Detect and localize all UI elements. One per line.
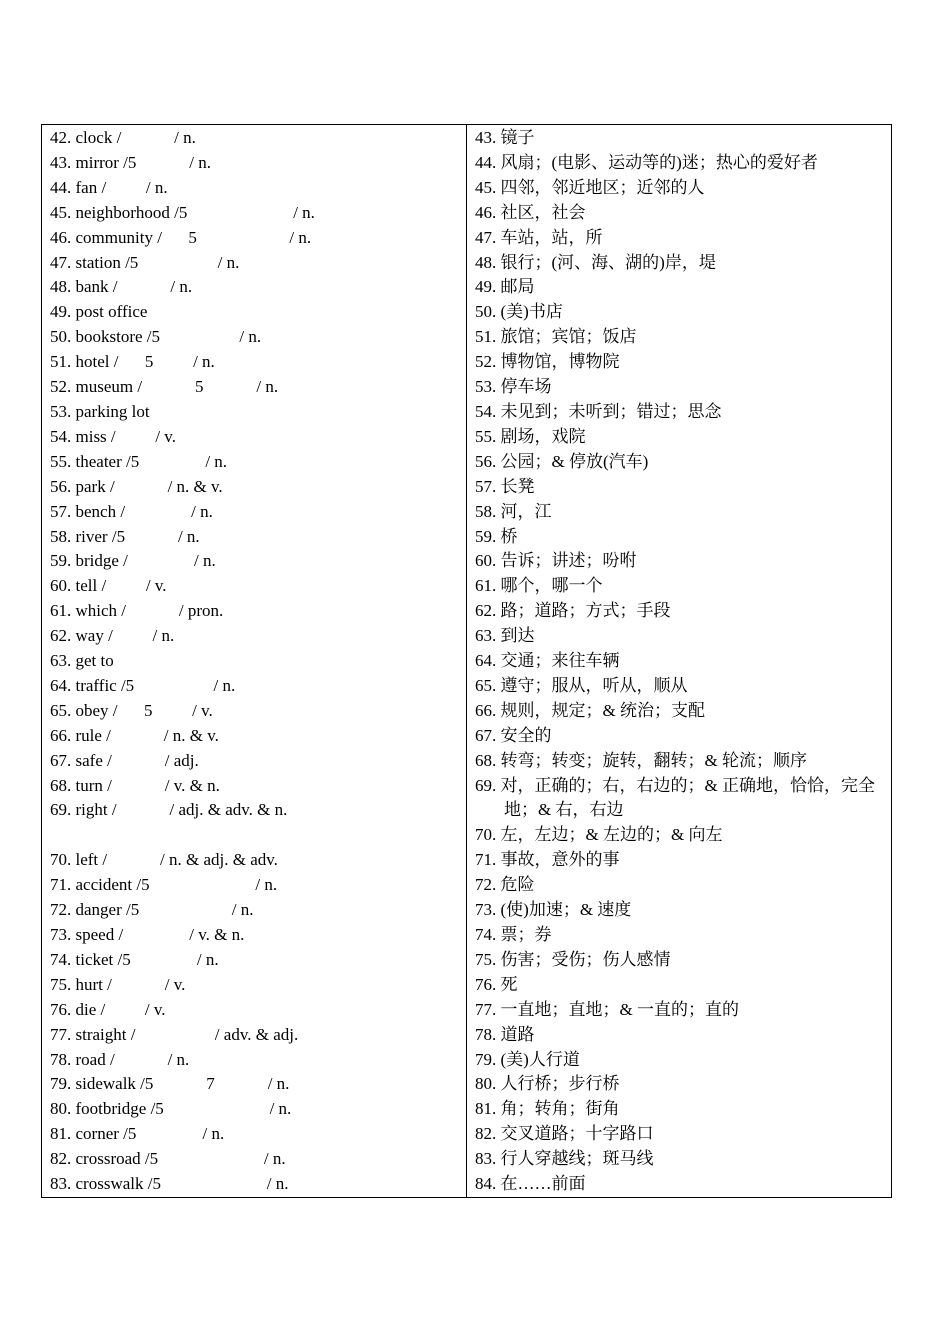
word-entry: 74. ticket /5     / n. xyxy=(50,949,219,969)
meaning-entry: 70. 左，左边；& 左边的；& 向左 xyxy=(475,825,723,845)
word-entry: 54. miss /   / v. xyxy=(50,426,176,446)
meaning-entry: 58. 河，江 xyxy=(475,501,552,521)
word-entry: 53. parking lot xyxy=(50,401,150,421)
word-entry: 70. left /    / n. & adj. & adv. xyxy=(50,850,278,870)
word-entry: 83. crosswalk /5        / n. xyxy=(50,1174,289,1194)
meaning-entry: 56. 公园；& 停放(汽车) xyxy=(475,451,649,471)
word-entry: 69. right /    / adj. & adv. & n. xyxy=(50,800,288,820)
word-entry: 68. turn /    / v. & n. xyxy=(50,775,220,795)
meaning-entry: 80. 人行桥；步行桥 xyxy=(475,1074,620,1094)
meaning-entry: 74. 票；券 xyxy=(475,925,552,944)
word-entry: 65. obey /  5   / v. xyxy=(50,700,213,720)
word-entry: 50. bookstore /5      / n. xyxy=(50,327,262,347)
meaning-entry: 59. 桥 xyxy=(475,526,518,546)
meaning-entry: 44. 风扇；(电影、运动等的)迷；热心的爱好者 xyxy=(475,152,818,172)
meaning-entry: 57. 长凳 xyxy=(475,476,535,496)
meaning-entry: 78. 道路 xyxy=(475,1024,535,1044)
meaning-entry: 73. (使)加速；& 速度 xyxy=(475,900,632,920)
meaning-entry: 50. (美)书店 xyxy=(475,302,563,322)
word-entry: 57. bench /     / n. xyxy=(50,501,213,521)
word-entry: 77. straight /      / adv. & adj. xyxy=(50,1024,299,1044)
meaning-entry: 62. 路；道路；方式；手段 xyxy=(475,601,671,621)
meaning-entry: 43. 镜子 xyxy=(475,128,535,147)
word-entry: 82. crossroad /5        / n. xyxy=(50,1149,286,1169)
word-entry: 64. traffic /5      / n. xyxy=(50,675,236,695)
meaning-entry: 49. 邮局 xyxy=(475,277,535,297)
word-entry: 66. rule /    / n. & v. xyxy=(50,725,219,745)
word-entry: 62. way /   / n. xyxy=(50,626,175,646)
meaning-entry: 77. 一直地；直地；& 一直的；直的 xyxy=(475,999,739,1019)
word-entry: 46. community /  5       / n. xyxy=(50,227,312,247)
meaning-entry: 71. 事故，意外的事 xyxy=(475,850,620,870)
word-entry: 81. corner /5     / n. xyxy=(50,1124,225,1144)
chinese-meanings-column xyxy=(467,125,891,1197)
word-entry: 63. get to xyxy=(50,651,114,671)
word-entry: 42. clock /    / n. xyxy=(50,128,196,147)
meaning-entry: 69. 对，正确的；右，右边的；& 正确地，恰恰，完全地；& 右，右边 xyxy=(475,775,875,820)
word-entry: 79. sidewalk /5    7    / n. xyxy=(50,1074,290,1094)
meaning-entry: 48. 银行；(河、海、湖的)岸，堤 xyxy=(475,252,716,272)
meaning-entry: 60. 告诉；讲述；吩咐 xyxy=(475,551,637,571)
meaning-entry: 84. 在……前面 xyxy=(475,1174,586,1194)
meaning-entry: 66. 规则，规定；& 统治；支配 xyxy=(475,700,705,720)
word-entry: 55. theater /5     / n. xyxy=(50,451,228,471)
word-entry: 59. bridge /     / n. xyxy=(50,551,216,571)
word-entry: 72. danger /5       / n. xyxy=(50,900,254,920)
word-entry: 80. footbridge /5        / n. xyxy=(50,1099,292,1119)
meaning-entry: 67. 安全的 xyxy=(475,725,552,745)
word-entry: 56. park /    / n. & v. xyxy=(50,476,223,496)
meaning-entry: 68. 转弯；转变；旋转，翻转；& 轮流；顺序 xyxy=(475,750,807,770)
meaning-entry: 75. 伤害；受伤；伤人感情 xyxy=(475,949,671,969)
word-entry: 78. road /    / n. xyxy=(50,1049,190,1069)
word-entry: 61. which /    / pron. xyxy=(50,601,224,621)
word-entry: 52. museum /    5    / n. xyxy=(50,377,279,397)
word-entry: 49. post office xyxy=(50,302,148,322)
word-entry: 60. tell /   / v. xyxy=(50,576,167,596)
word-entry: 67. safe /    / adj. xyxy=(50,750,199,770)
meaning-entry: 76. 死 xyxy=(475,974,518,994)
word-entry: 43. mirror /5    / n. xyxy=(50,152,212,172)
meaning-entry: 55. 剧场，戏院 xyxy=(475,426,586,446)
meaning-entry: 65. 遵守；服从，听从，顺从 xyxy=(475,675,688,695)
english-words-column xyxy=(42,125,467,1197)
meaning-entry: 79. (美)人行道 xyxy=(475,1049,580,1069)
word-entry: 48. bank /    / n. xyxy=(50,277,193,297)
meaning-entry: 81. 角；转角；街角 xyxy=(475,1099,620,1119)
meaning-entry: 83. 行人穿越线；斑马线 xyxy=(475,1149,654,1169)
word-entry: 58. river /5    / n. xyxy=(50,526,200,546)
word-entry: 51. hotel /  5   / n. xyxy=(50,352,215,372)
meaning-entry: 61. 哪个，哪一个 xyxy=(475,576,603,596)
meaning-entry: 63. 到达 xyxy=(475,626,535,646)
meaning-entry: 46. 社区，社会 xyxy=(475,202,586,222)
meaning-entry: 52. 博物馆，博物院 xyxy=(475,352,620,372)
meaning-entry: 72. 危险 xyxy=(475,875,535,895)
word-entry: 47. station /5      / n. xyxy=(50,252,240,272)
meaning-entry: 53. 停车场 xyxy=(475,377,552,397)
meaning-entry: 82. 交叉道路；十字路口 xyxy=(475,1124,654,1144)
word-entry: 71. accident /5        / n. xyxy=(50,875,278,895)
word-entry: 44. fan /   / n. xyxy=(50,177,168,197)
word-entry: 76. die /   / v. xyxy=(50,999,166,1019)
word-entry: 45. neighborhood /5        / n. xyxy=(50,202,315,222)
meaning-entry: 54. 未见到；未听到；错过；思念 xyxy=(475,401,722,421)
meaning-entry: 51. 旅馆；宾馆；饭店 xyxy=(475,327,637,347)
meaning-entry: 47. 车站，站，所 xyxy=(475,227,603,247)
word-entry xyxy=(50,823,460,848)
word-entry: 73. speed /     / v. & n. xyxy=(50,924,245,944)
meaning-entry: 45. 四邻，邻近地区；近邻的人 xyxy=(475,177,705,197)
meaning-entry: 64. 交通；来往车辆 xyxy=(475,651,620,671)
word-entry: 75. hurt /    / v. xyxy=(50,974,186,994)
vocabulary-table xyxy=(41,124,892,1198)
